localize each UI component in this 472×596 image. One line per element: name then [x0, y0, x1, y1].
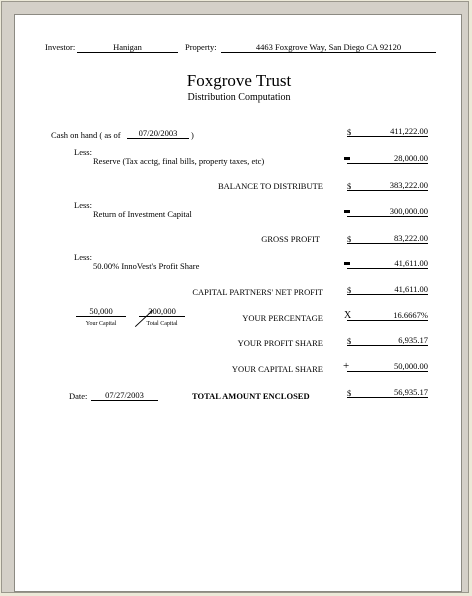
window-frame	[1, 1, 469, 593]
total-dollar-sign: $	[347, 388, 352, 398]
profit-share-amount: 41,611.00	[347, 258, 428, 269]
total-label: TOTAL AMOUNT ENCLOSED	[192, 391, 310, 401]
investor-value: Hanigan	[77, 42, 178, 53]
return-less: Less:	[74, 200, 92, 210]
total-amount: 56,935.17	[347, 387, 428, 398]
cash-dollar-sign: $	[347, 127, 352, 137]
cash-on-hand-label: Cash on hand ( as of	[51, 130, 121, 140]
balance-dollar-sign: $	[347, 181, 352, 191]
gross-profit-dollar-sign: $	[347, 234, 352, 244]
document-subtitle: Distribution Computation	[187, 92, 291, 103]
balance-label: BALANCE TO DISTRIBUTE	[218, 181, 323, 191]
profit-share-label: 50.00% InnoVest's Profit Share	[93, 261, 200, 271]
net-profit-amount: 41,611.00	[347, 284, 428, 295]
date-value: 07/27/2003	[91, 390, 158, 401]
your-profit-label: YOUR PROFIT SHARE	[237, 338, 323, 348]
your-capital-share-amount: 50,000.00	[347, 361, 428, 372]
document-page	[14, 14, 462, 592]
percentage-amount: 16.6667%	[347, 310, 428, 321]
reserve-less: Less:	[74, 147, 92, 157]
plus-icon: +	[343, 360, 350, 372]
cash-amount: 411,222.00	[347, 126, 428, 137]
profit-share-less: Less:	[74, 252, 92, 262]
your-capital-share-label: YOUR CAPITAL SHARE	[231, 364, 323, 374]
your-profit-dollar-sign: $	[347, 336, 352, 346]
reserve-amount: 28,000.00	[347, 153, 428, 164]
your-capital-caption: Your Capital	[85, 321, 117, 327]
date-label: Date:	[69, 391, 88, 401]
your-capital-value: 50,000	[76, 306, 126, 317]
cash-on-hand-date: 07/20/2003	[127, 128, 189, 139]
percentage-label: YOUR PERCENTAGE	[242, 313, 323, 323]
multiply-icon: X	[344, 310, 352, 321]
net-profit-label: CAPITAL PARTNERS' NET PROFIT	[192, 287, 323, 297]
your-profit-amount: 6,935.17	[347, 335, 428, 346]
net-profit-dollar-sign: $	[347, 285, 352, 295]
investor-label: Investor:	[45, 42, 76, 52]
property-label: Property:	[185, 42, 217, 52]
balance-amount: 383,222.00	[347, 180, 428, 191]
return-capital-amount: 300,000.00	[347, 206, 428, 217]
property-value: 4463 Foxgrove Way, San Diego CA 92120	[221, 42, 436, 53]
gross-profit-amount: 83,222.00	[347, 233, 428, 244]
document-title: Foxgrove Trust	[186, 71, 292, 90]
reserve-label: Reserve (Tax acctg, final bills, property taxes, etc)	[93, 156, 265, 166]
gross-profit-label: GROSS PROFIT	[261, 234, 320, 244]
cash-on-hand-suffix: )	[191, 130, 194, 140]
total-capital-caption: Total Capital	[146, 321, 178, 327]
return-capital-label: Return of Investment Capital	[93, 209, 192, 219]
total-capital-value: 300,000	[139, 306, 185, 317]
